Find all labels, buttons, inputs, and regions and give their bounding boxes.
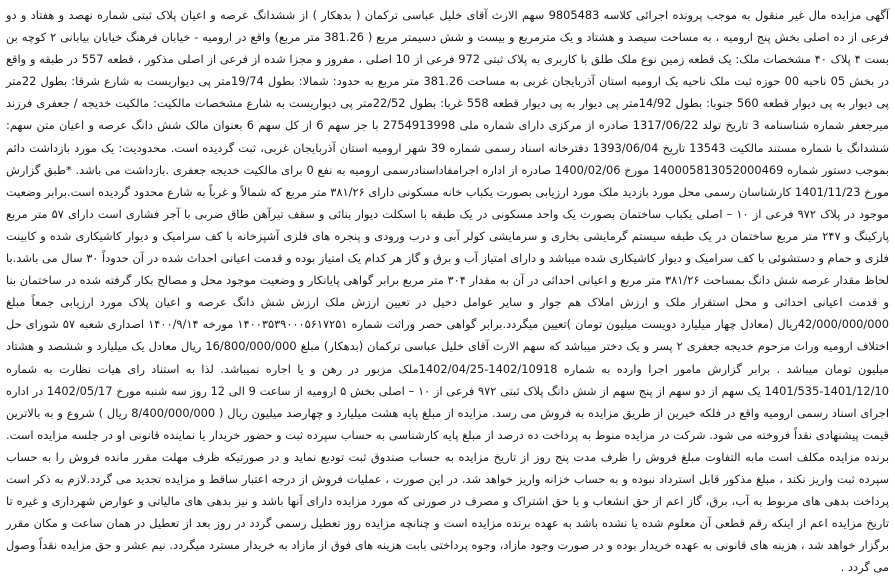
auction-notice-text: آگهی مزایده مال غیر منقول به موجب پرونده اجرائی کلاسه 9805483 سهم الارث آقای خلیل عباسی ترکمان ( بدهکار ) از ششدانگ عرصه و اعیان پلاک ثبتی شماره نهصد و هفتاد و دو فرعی از ده اصلی بخش پنج ارومیه ، به مساحت سیصد و هشتاد و یک مترمربع و بیست و شش دسیمتر مربع ( 381.26 متر مربع) واقع در ارومیه - خیابان فرهنگ خیابان بیابانی ۲ کوچه بن بست ۴ پلاک ۴۰ مشخصات ملک: یک قطعه زمین نوع ملک طلق با کاربری به پلاک ثبتی 972 فرعی از 10 اصلی ، مفروز و مجزا شده از فرعی از اصلی مذکور ، قطعه 557 در طبقه و واقع در بخش 05 ناحیه 00 حوزه ثبت ملک ناحیه یک ارومیه استان آذربایجان غربی به مساحت 381.26 متر مربع به حدود: شمالا: بطول 19/74متر پی دیواریست به شارع شرقا: بطول 22متر پی دیوار به پی دیوار قطعه 560 جنوبا: بطول 14/92متر پی دیوار به پی دیوار قطعه 558 غربا: بطول 22/52متر پی دیواریست به شارع مشخصات مالکیت: مالکیت خدیجه / جعفری فرزند میرجعفر شماره شناسنامه 3 تاریخ تولد 1317/06/22 صادره از مرکزی دارای شماره ملی 2754913998 با جز سهم 6 از کل سهم 6 بعنوان مالک شش دانگ عرصه و اعیان متن سهم: ششدانگ با شماره مستند مالکیت 13543 تاریخ 1393/06/04 دفترخانه اسناد رسمی شماره 39 شهر ارومیه استان آذربایجان غربی، ثبت گردیده است. محدودیت: یک مورد بازداشت دائم بموجب دستور شماره 140005813052000469 مورخ 1400/02/06 صادره از اداره اجرامفاداسنادرسمی ارومیه به نفع 0 برای مالکیت خدیجه جعفری .بازداشت می باشد. *طبق گزارش مورخ 1401/11/23 کارشناسان رسمی محل مورد بازدید ملک مورد ارزیابی بصورت یکباب خانه مسکونی دارای ۳۸۱/۲۶ متر مربع که شمالاً و غرباً به شارع محدود گردیده است.برابر وضعیت موجود در پلاک ۹۷۲ فرعی از ۱۰ – اصلی یکباب ساختمان بصورت یک واحد مسکونی در یک طبقه با اسکلت دیوار بنائی و سقف تیرآهن طاق ضربی با آجر فشاری است دارای ۵۷ متر مربع پارکینگ و ۲۴۷ متر مربع ساختمان در یک طبقه سیستم گرمایشی بخاری و سرمایشی کولر آبی و درب ورودی و پنجره های فلزی آشپزخانه با کف سرامیک و دیوار کاشیکاری شده و کابینت فلزی و حمام و دستشوئی با کف سرامیک و دیوار کاشیکاری شده میباشد و دارای امتیاز آب و برق و گاز هر کدام یک امتیاز بوده و قدمت اعیانی احداث شده در آن حدوداً ۳۰ سال می باشد.با لحاظ مقدار عرصه شش دانگ بمساحت ۳۸۱/۲۶ متر مربع و اعیانی احداثی در آن به مقدار ۳۰۴ متر مربع برابر گواهی پایانکار و وضعیت موجود محل و مصالح بکار گرفته شده در ساختمان بنا و قدمت اعیانی احداثی و محل استقرار ملک و ارزش املاک هم جوار و سایر عوامل دخیل در تعیین ارزش ملک ارزش شش دانگ عرصه و اعیان پلاک مورد ارزیابی جمعاً مبلغ 42/000/000/000ریال (معادل چهار میلیارد دویست میلیون تومان )تعیین میگردد.برابر گواهی حصر وراثت شماره ۱۴۰۰۳۵۳۹۰۰۰۵۶۱۷۲۵۱ مورخه ۱۴۰۰/۹/۱۴ اصداری شعبه ۵۷ شورای حل اختلاف ارومیه وراث مرحوم خدیجه جعفری ۲ پسر و یک دختر میباشد که سهم الارث آقای خلیل عباسی ترکمان (بدهکار) مبلغ 16/800/000/000 ریال معادل یک میلیارد و ششصد و هشتاد میلیون تومان میباشد . برابر گزارش مامور اجرا وارده به شماره 1402/10918-1402/04/25ملک مزبور در رهن و یا اجاره نمیباشد. لذا به استناد رای هیات نظارت به شماره 1401/12/10-1401/535 یک سهم از دو سهم از پنج سهم از شش دانگ پلاک ثبتی ۹۷۲ فرعی از ۱۰ – اصلی بخش ۵ ارومیه از ساعت 9 الی 12 روز سه شنبه مورخ 1402/05/17 در اداره اجرای اسناد رسمی ارومیه واقع در فلکه خیرین از طریق مزایده به فروش می رسد. مزایده از مبلغ پایه هشت میلیارد و چهارصد میلیون ریال ( 8/400/000/000 ریال ) شروع و به بالاترین قیمت پیشنهادی نقداً فروخته می شود. شرکت در مزایده منوط به پرداخت ده درصد از مبلغ پایه کارشناسی به حساب سپرده ثبت و حضور خریدار یا نماینده قانونی او در جلسه مزایده است. برنده مزایده مکلف است مابه التفاوت مبلغ فروش را ظرف مدت پنج روز از تاریخ مزایده به حساب صندوق ثبت تودیع نماید و در صورتیکه ظرف مهلت مقرر مانده فروش را به حساب سپرده ثبت واریز نکند ، مبلغ مذکور قابل استرداد نبوده و به حساب خزانه واریز خواهد شد. در این صورت ، عملیات فروش از درجه اعتبار ساقط و مزایده تجدید می گردد.لازم به ذکر است پرداخت بدهی های مربوط به آب، برق، گاز اعم از حق انشعاب و یا حق اشتراک و مصرف در صورتی که مورد مزایده دارای آنها باشد و نیز بدهی های مالیاتی و عوارض شهرداری و غیره تا تاریخ مزایده اعم از اینکه رقم قطعی آن معلوم شده یا نشده باشد به عهده برنده مزایده است و چنانچه مزایده روز تعطیل رسمی گردد در روز بعد از تعطیل در همان ساعت و مکان مقرر برگزار خواهد شد ، هزینه های قانونی به عهده خریدار بوده و در صورت وجود مازاد، وجوه پرداختی بابت هزینه های فوق از مازاد به خریدار مسترد میگردد. نیم عشر و حق مزایده نقداً وصول می گردد .	[6, 8, 890, 575]
